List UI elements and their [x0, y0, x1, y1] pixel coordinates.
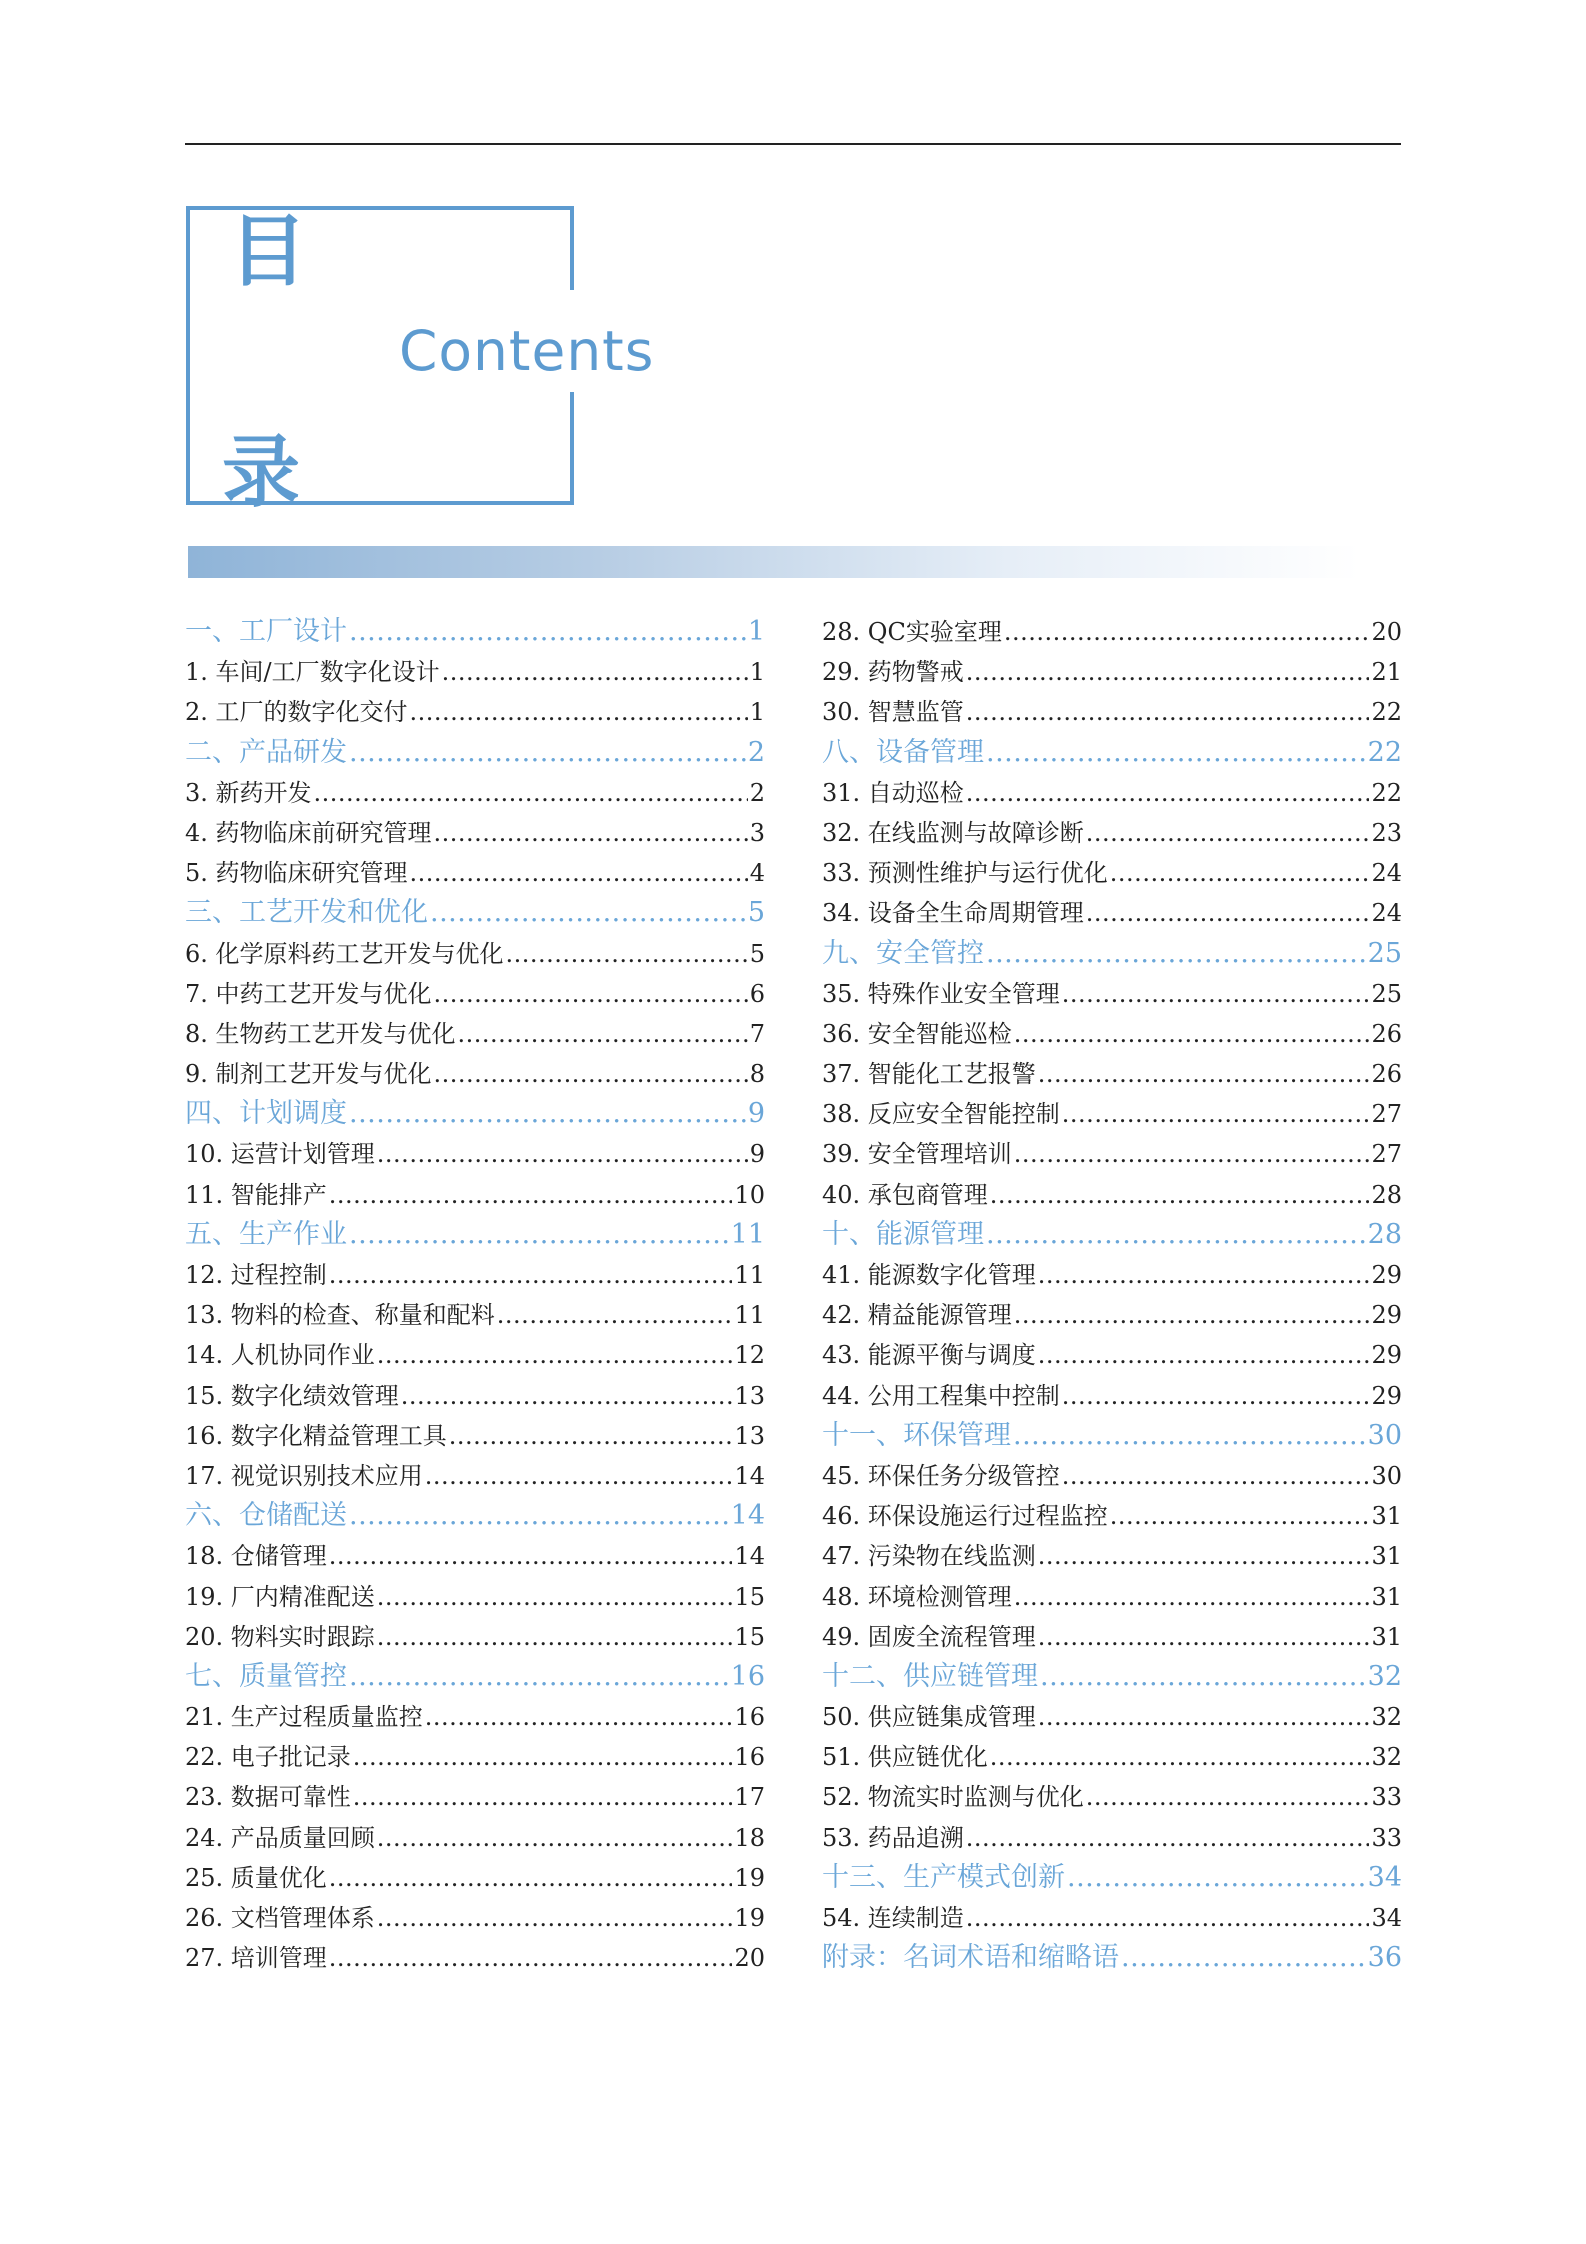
toc-page-number: 28 — [1367, 1218, 1402, 1250]
toc-page-number: 1 — [749, 698, 765, 727]
toc-dot-leader — [349, 1496, 729, 1536]
toc-section-heading[interactable] — [185, 1496, 765, 1536]
toc-dot-leader — [329, 1536, 733, 1576]
toc-entry-title: 27. 培训管理 — [185, 1944, 327, 1973]
toc-page-number: 24 — [1371, 899, 1402, 928]
toc-dot-leader — [1067, 1858, 1366, 1898]
toc-dot-leader — [314, 773, 748, 813]
toc-page-number: 20 — [1371, 618, 1402, 646]
toc-page-number: 30 — [1371, 1461, 1402, 1490]
toc-page-number: 12 — [734, 1341, 765, 1370]
toc-page-number: 26 — [1371, 1060, 1402, 1089]
toc-entry[interactable] — [185, 1416, 765, 1456]
toc-entry-title: 33. 预测性维护与运行优化 — [822, 859, 1108, 888]
toc-page-number: 34 — [1371, 1904, 1402, 1932]
toc-entry-title: 20. 物料实时跟踪 — [185, 1622, 375, 1651]
toc-page-number: 29 — [1371, 1341, 1402, 1370]
toc-entry-title: 53. 药品追溯 — [822, 1823, 964, 1852]
toc-entry[interactable] — [185, 1536, 765, 1576]
toc-dot-leader — [377, 1335, 733, 1375]
toc-entry[interactable] — [185, 1376, 765, 1416]
toc-entry[interactable] — [185, 1014, 765, 1054]
toc-dot-leader — [1014, 1577, 1370, 1617]
toc-dot-leader — [401, 1376, 733, 1416]
toc-page-number: 9 — [747, 1098, 765, 1130]
toc-entry[interactable] — [822, 1134, 1402, 1174]
toc-entry-title: 44. 公用工程集中控制 — [822, 1381, 1060, 1410]
toc-entry[interactable] — [822, 813, 1402, 853]
toc-entry-title: 六、仓储配送 — [185, 1500, 347, 1532]
toc-page-number: 19 — [734, 1904, 765, 1932]
toc-dot-leader — [434, 1054, 748, 1094]
toc-page-number: 2 — [749, 778, 765, 807]
toc-dot-leader — [349, 1094, 746, 1134]
toc-page-number: 11 — [734, 1261, 765, 1289]
toc-entry-title: 43. 能源平衡与调度 — [822, 1341, 1036, 1370]
toc-entry[interactable] — [185, 1577, 765, 1617]
toc-entry-title: 一、工厂设计 — [185, 616, 347, 647]
toc-dot-leader — [1038, 1536, 1370, 1576]
toc-dot-leader — [990, 1175, 1370, 1215]
toc-entry-title: 25. 质量优化 — [185, 1863, 327, 1892]
toc-entry-title: 18. 仓储管理 — [185, 1542, 327, 1571]
toc-entry-title: 47. 污染物在线监测 — [822, 1542, 1036, 1571]
toc-dot-leader — [986, 934, 1366, 974]
toc-page-number: 26 — [1371, 1019, 1402, 1048]
title-char-lu: 录 — [222, 428, 301, 518]
toc-section-heading[interactable] — [185, 733, 765, 773]
toc-entry[interactable] — [185, 1697, 765, 1737]
toc-entry-title: 28. QC实验室理 — [822, 618, 1002, 646]
toc-entry-title: 50. 供应链集成管理 — [822, 1703, 1036, 1732]
toc-dot-leader — [425, 1456, 733, 1496]
toc-section-heading[interactable] — [822, 1938, 1402, 1978]
toc-entry-title: 26. 文档管理体系 — [185, 1904, 375, 1932]
toc-entry-title: 54. 连续制造 — [822, 1904, 964, 1932]
toc-dot-leader — [442, 652, 748, 692]
toc-entry-title: 46. 环保设施运行过程监控 — [822, 1502, 1108, 1531]
toc-page-number: 29 — [1371, 1261, 1402, 1289]
toc-entry[interactable] — [185, 1938, 765, 1978]
toc-entry-title: 七、质量管控 — [185, 1660, 347, 1692]
toc-page-number: 29 — [1371, 1381, 1402, 1410]
toc-dot-leader — [329, 1255, 733, 1295]
toc-dot-leader — [986, 1215, 1366, 1255]
toc-dot-leader — [425, 1697, 733, 1737]
toc-page-number: 27 — [1371, 1100, 1402, 1129]
toc-page-number: 23 — [1371, 818, 1402, 847]
toc-dot-leader — [449, 1416, 733, 1456]
toc-entry[interactable] — [822, 1376, 1402, 1416]
toc-section-heading[interactable] — [185, 893, 765, 933]
toc-page-number: 31 — [1371, 1542, 1402, 1571]
toc-dot-leader — [1086, 893, 1370, 933]
toc-entry-title: 12. 过程控制 — [185, 1261, 327, 1289]
toc-entry-title: 二、产品研发 — [185, 736, 347, 768]
toc-page-number: 18 — [734, 1823, 765, 1852]
toc-entry-title: 29. 药物警戒 — [822, 658, 964, 687]
toc-entry[interactable] — [185, 1617, 765, 1657]
toc-dot-leader — [434, 813, 748, 853]
toc-section-heading[interactable] — [822, 1657, 1402, 1697]
toc-entry[interactable] — [185, 1456, 765, 1496]
toc-dot-leader — [353, 1777, 733, 1817]
toc-entry-title: 10. 运营计划管理 — [185, 1140, 375, 1169]
toc-entry-title: 十三、生产模式创新 — [822, 1861, 1065, 1893]
toc-page-number: 16 — [734, 1743, 765, 1772]
toc-page-number: 29 — [1371, 1301, 1402, 1330]
toc-page-number: 33 — [1371, 1783, 1402, 1812]
toc-page-number: 25 — [1371, 979, 1402, 1008]
toc-entry[interactable] — [822, 773, 1402, 813]
toc-page-number: 30 — [1367, 1419, 1402, 1451]
toc-dot-leader — [1038, 1335, 1370, 1375]
toc-page-number: 24 — [1371, 859, 1402, 888]
toc-entry[interactable] — [185, 1898, 765, 1938]
toc-entry-title: 22. 电子批记录 — [185, 1743, 351, 1772]
toc-page-number: 31 — [1371, 1622, 1402, 1651]
toc-section-heading[interactable] — [822, 1215, 1402, 1255]
toc-entry-title: 2. 工厂的数字化交付 — [185, 698, 408, 727]
toc-left-column — [185, 612, 765, 1978]
toc-dot-leader — [329, 1858, 733, 1898]
toc-dot-leader — [506, 934, 748, 974]
toc-entry-title: 31. 自动巡检 — [822, 778, 964, 807]
toc-entry[interactable] — [822, 853, 1402, 893]
toc-dot-leader — [377, 1577, 733, 1617]
toc-dot-leader — [410, 853, 748, 893]
toc-page-number: 34 — [1367, 1861, 1402, 1893]
toc-page-number: 22 — [1367, 736, 1402, 768]
toc-page-number: 28 — [1371, 1180, 1402, 1209]
gradient-divider — [188, 546, 1360, 578]
toc-entry[interactable] — [185, 813, 765, 853]
toc-section-heading[interactable] — [822, 1416, 1402, 1456]
toc-page-number: 33 — [1371, 1823, 1402, 1852]
toc-page-number: 10 — [734, 1180, 765, 1209]
toc-entry[interactable] — [185, 1054, 765, 1094]
toc-page-number: 16 — [730, 1660, 765, 1692]
toc-page-number: 31 — [1371, 1502, 1402, 1531]
toc-entry[interactable] — [822, 1617, 1402, 1657]
toc-dot-leader — [1086, 1777, 1370, 1817]
toc-dot-leader — [1121, 1938, 1366, 1978]
toc-dot-leader — [1014, 1295, 1370, 1335]
toc-entry[interactable] — [185, 692, 765, 732]
toc-dot-leader — [1038, 1054, 1370, 1094]
toc-dot-leader — [329, 1938, 733, 1978]
toc-entry-title: 21. 生产过程质量监控 — [185, 1703, 423, 1732]
toc-dot-leader — [966, 1898, 1370, 1938]
toc-entry[interactable] — [185, 934, 765, 974]
toc-entry-title: 八、设备管理 — [822, 736, 984, 768]
toc-section-heading[interactable] — [822, 733, 1402, 773]
toc-entry[interactable] — [822, 652, 1402, 692]
toc-page-number: 15 — [734, 1622, 765, 1651]
toc-entry[interactable] — [822, 1536, 1402, 1576]
toc-entry-title: 34. 设备全生命周期管理 — [822, 899, 1084, 928]
toc-entry[interactable] — [822, 1054, 1402, 1094]
toc-section-heading[interactable] — [185, 1215, 765, 1255]
toc-page-number: 2 — [747, 736, 765, 768]
toc-page-number: 31 — [1371, 1582, 1402, 1611]
toc-entry-title: 37. 智能化工艺报警 — [822, 1060, 1036, 1089]
toc-page-number: 8 — [749, 1060, 765, 1089]
toc-entry-title: 52. 物流实时监测与优化 — [822, 1783, 1084, 1812]
toc-section-heading[interactable] — [185, 612, 765, 652]
toc-dot-leader — [329, 1175, 733, 1215]
toc-dot-leader — [458, 1014, 748, 1054]
toc-dot-leader — [1110, 853, 1370, 893]
toc-entry[interactable] — [185, 773, 765, 813]
toc-page-number: 11 — [734, 1301, 765, 1330]
toc-entry[interactable] — [185, 1335, 765, 1375]
toc-entry[interactable] — [185, 1134, 765, 1174]
toc-entry[interactable] — [185, 1737, 765, 1777]
toc-page-number: 14 — [734, 1542, 765, 1571]
toc-page-number: 7 — [749, 1019, 765, 1048]
toc-dot-leader — [377, 1898, 733, 1938]
toc-entry[interactable] — [185, 1295, 765, 1335]
toc-dot-leader — [497, 1295, 733, 1335]
toc-dot-leader — [966, 1818, 1370, 1858]
toc-dot-leader — [377, 1617, 733, 1657]
toc-section-heading[interactable] — [822, 934, 1402, 974]
toc-page-number: 17 — [734, 1783, 765, 1812]
toc-entry-title: 17. 视觉识别技术应用 — [185, 1461, 423, 1490]
toc-dot-leader — [966, 773, 1370, 813]
toc-entry[interactable] — [822, 1335, 1402, 1375]
toc-right-column — [822, 612, 1402, 1978]
toc-entry[interactable] — [822, 1898, 1402, 1938]
toc-entry[interactable] — [822, 1496, 1402, 1536]
toc-entry-title: 6. 化学原料药工艺开发与优化 — [185, 939, 504, 968]
toc-page-number: 1 — [747, 616, 765, 647]
toc-dot-leader — [353, 1737, 733, 1777]
toc-page-number: 25 — [1367, 937, 1402, 969]
title-char-mu: 目 — [229, 207, 308, 297]
toc-page-number: 4 — [749, 859, 765, 888]
toc-dot-leader — [1062, 1456, 1370, 1496]
toc-dot-leader — [1040, 1657, 1366, 1697]
toc-entry-title: 5. 药物临床研究管理 — [185, 859, 408, 888]
toc-page-number: 32 — [1371, 1743, 1402, 1772]
toc-dot-leader — [1086, 813, 1370, 853]
toc-entry-title: 45. 环保任务分级管控 — [822, 1461, 1060, 1490]
toc-entry-title: 十一、环保管理 — [822, 1419, 1011, 1451]
toc-entry[interactable] — [185, 1858, 765, 1898]
toc-dot-leader — [1038, 1617, 1370, 1657]
toc-page-number: 1 — [749, 658, 765, 687]
toc-entry-title: 四、计划调度 — [185, 1098, 347, 1130]
toc-page-number: 15 — [734, 1582, 765, 1611]
toc-entry-title: 24. 产品质量回顾 — [185, 1823, 375, 1852]
toc-page-number: 20 — [734, 1944, 765, 1973]
toc-page-number: 5 — [749, 939, 765, 968]
toc-page-number: 32 — [1371, 1703, 1402, 1732]
toc-dot-leader — [349, 1215, 729, 1255]
toc-dot-leader — [990, 1737, 1370, 1777]
toc-dot-leader — [430, 893, 746, 933]
toc-entry-title: 35. 特殊作业安全管理 — [822, 979, 1060, 1008]
toc-entry-title: 49. 固废全流程管理 — [822, 1622, 1036, 1651]
toc-section-heading[interactable] — [822, 1858, 1402, 1898]
toc-entry-title: 42. 精益能源管理 — [822, 1301, 1012, 1330]
toc-dot-leader — [349, 1657, 729, 1697]
toc-entry-title: 48. 环境检测管理 — [822, 1582, 1012, 1611]
toc-dot-leader — [1014, 1134, 1370, 1174]
toc-dot-leader — [377, 1134, 748, 1174]
toc-page-number: 21 — [1371, 658, 1402, 687]
toc-page-number: 22 — [1371, 698, 1402, 727]
toc-entry-title: 41. 能源数字化管理 — [822, 1261, 1036, 1289]
toc-page-number: 32 — [1367, 1660, 1402, 1692]
toc-entry-title: 9. 制剂工艺开发与优化 — [185, 1060, 432, 1089]
toc-dot-leader — [1014, 1014, 1370, 1054]
toc-page-number: 19 — [734, 1863, 765, 1892]
toc-entry-title: 30. 智慧监管 — [822, 698, 964, 727]
toc-entry-title: 五、生产作业 — [185, 1218, 347, 1250]
toc-entry[interactable] — [822, 1094, 1402, 1134]
toc-entry-title: 4. 药物临床前研究管理 — [185, 818, 432, 847]
toc-entry[interactable] — [822, 692, 1402, 732]
toc-entry[interactable] — [822, 1255, 1402, 1295]
toc-entry[interactable] — [185, 853, 765, 893]
toc-entry-title: 40. 承包商管理 — [822, 1180, 988, 1209]
toc-entry-title: 36. 安全智能巡检 — [822, 1019, 1012, 1048]
toc-entry-title: 51. 供应链优化 — [822, 1743, 988, 1772]
toc-page-number: 16 — [734, 1703, 765, 1732]
toc-entry-title: 十、能源管理 — [822, 1218, 984, 1250]
toc-entry-title: 39. 安全管理培训 — [822, 1140, 1012, 1169]
toc-dot-leader — [1038, 1697, 1370, 1737]
toc-dot-leader — [1038, 1255, 1370, 1295]
toc-entry[interactable] — [185, 1777, 765, 1817]
toc-entry[interactable] — [822, 1295, 1402, 1335]
toc-entry-title: 38. 反应安全智能控制 — [822, 1100, 1060, 1129]
toc-entry[interactable] — [822, 1777, 1402, 1817]
toc-dot-leader — [1062, 974, 1370, 1014]
toc-entry[interactable] — [822, 1456, 1402, 1496]
toc-entry-title: 16. 数字化精益管理工具 — [185, 1421, 447, 1450]
toc-entry-title: 8. 生物药工艺开发与优化 — [185, 1019, 456, 1048]
toc-dot-leader — [986, 733, 1366, 773]
toc-entry-title: 3. 新药开发 — [185, 778, 312, 807]
toc-page-number: 11 — [730, 1218, 765, 1250]
toc-entry-title: 32. 在线监测与故障诊断 — [822, 818, 1084, 847]
toc-dot-leader — [966, 692, 1370, 732]
toc-entry-title: 三、工艺开发和优化 — [185, 897, 428, 929]
toc-entry-title: 九、安全管控 — [822, 937, 984, 969]
toc-dot-leader — [410, 692, 748, 732]
toc-entry-title: 十二、供应链管理 — [822, 1660, 1038, 1692]
toc-entry-title: 13. 物料的检查、称量和配料 — [185, 1301, 495, 1330]
toc-entry[interactable] — [822, 1818, 1402, 1858]
toc-entry[interactable] — [185, 1818, 765, 1858]
toc-page-number: 14 — [734, 1461, 765, 1490]
toc-entry[interactable] — [822, 893, 1402, 933]
toc-entry-title: 11. 智能排产 — [185, 1180, 327, 1209]
toc-page-number: 9 — [749, 1140, 765, 1169]
toc-section-heading[interactable] — [185, 1094, 765, 1134]
toc-entry[interactable] — [185, 1255, 765, 1295]
toc-dot-leader — [349, 612, 746, 652]
toc-entry-title: 14. 人机协同作业 — [185, 1341, 375, 1370]
toc-dot-leader — [1004, 612, 1370, 652]
toc-entry[interactable] — [822, 1737, 1402, 1777]
toc-entry[interactable] — [822, 1577, 1402, 1617]
toc-entry-title: 1. 车间/工厂数字化设计 — [185, 658, 440, 687]
toc-page-number: 14 — [730, 1500, 765, 1532]
toc-entry-title: 15. 数字化绩效管理 — [185, 1381, 399, 1410]
toc-page-number: 13 — [734, 1421, 765, 1450]
toc-entry[interactable] — [822, 1175, 1402, 1215]
toc-entry[interactable] — [822, 1697, 1402, 1737]
toc-page-number: 5 — [747, 897, 765, 929]
toc-entry-title: 附录：名词术语和缩略语 — [822, 1942, 1119, 1974]
toc-entry-title: 7. 中药工艺开发与优化 — [185, 979, 432, 1008]
toc-entry[interactable] — [185, 652, 765, 692]
toc-entry[interactable] — [822, 974, 1402, 1014]
toc-entry[interactable] — [185, 974, 765, 1014]
toc-dot-leader — [1062, 1094, 1370, 1134]
toc-entry[interactable] — [822, 1014, 1402, 1054]
toc-page-number: 36 — [1367, 1942, 1402, 1974]
toc-dot-leader — [1062, 1376, 1370, 1416]
contents-heading: Contents — [399, 319, 655, 383]
toc-dot-leader — [1013, 1416, 1366, 1456]
toc-entry-title: 19. 厂内精准配送 — [185, 1582, 375, 1611]
toc-entry-title: 23. 数据可靠性 — [185, 1783, 351, 1812]
toc-page-number: 6 — [749, 979, 765, 1008]
toc-entry[interactable] — [822, 612, 1402, 652]
toc-page-number: 22 — [1371, 778, 1402, 807]
toc-dot-leader — [1110, 1496, 1370, 1536]
toc-dot-leader — [377, 1818, 733, 1858]
toc-dot-leader — [349, 733, 746, 773]
toc-page-number: 3 — [749, 818, 765, 847]
toc-dot-leader — [434, 974, 748, 1014]
toc-page-number: 13 — [734, 1381, 765, 1410]
toc-dot-leader — [966, 652, 1370, 692]
toc-page-number: 27 — [1371, 1140, 1402, 1169]
toc-entry[interactable] — [185, 1175, 765, 1215]
toc-section-heading[interactable] — [185, 1657, 765, 1697]
top-rule — [185, 143, 1401, 145]
